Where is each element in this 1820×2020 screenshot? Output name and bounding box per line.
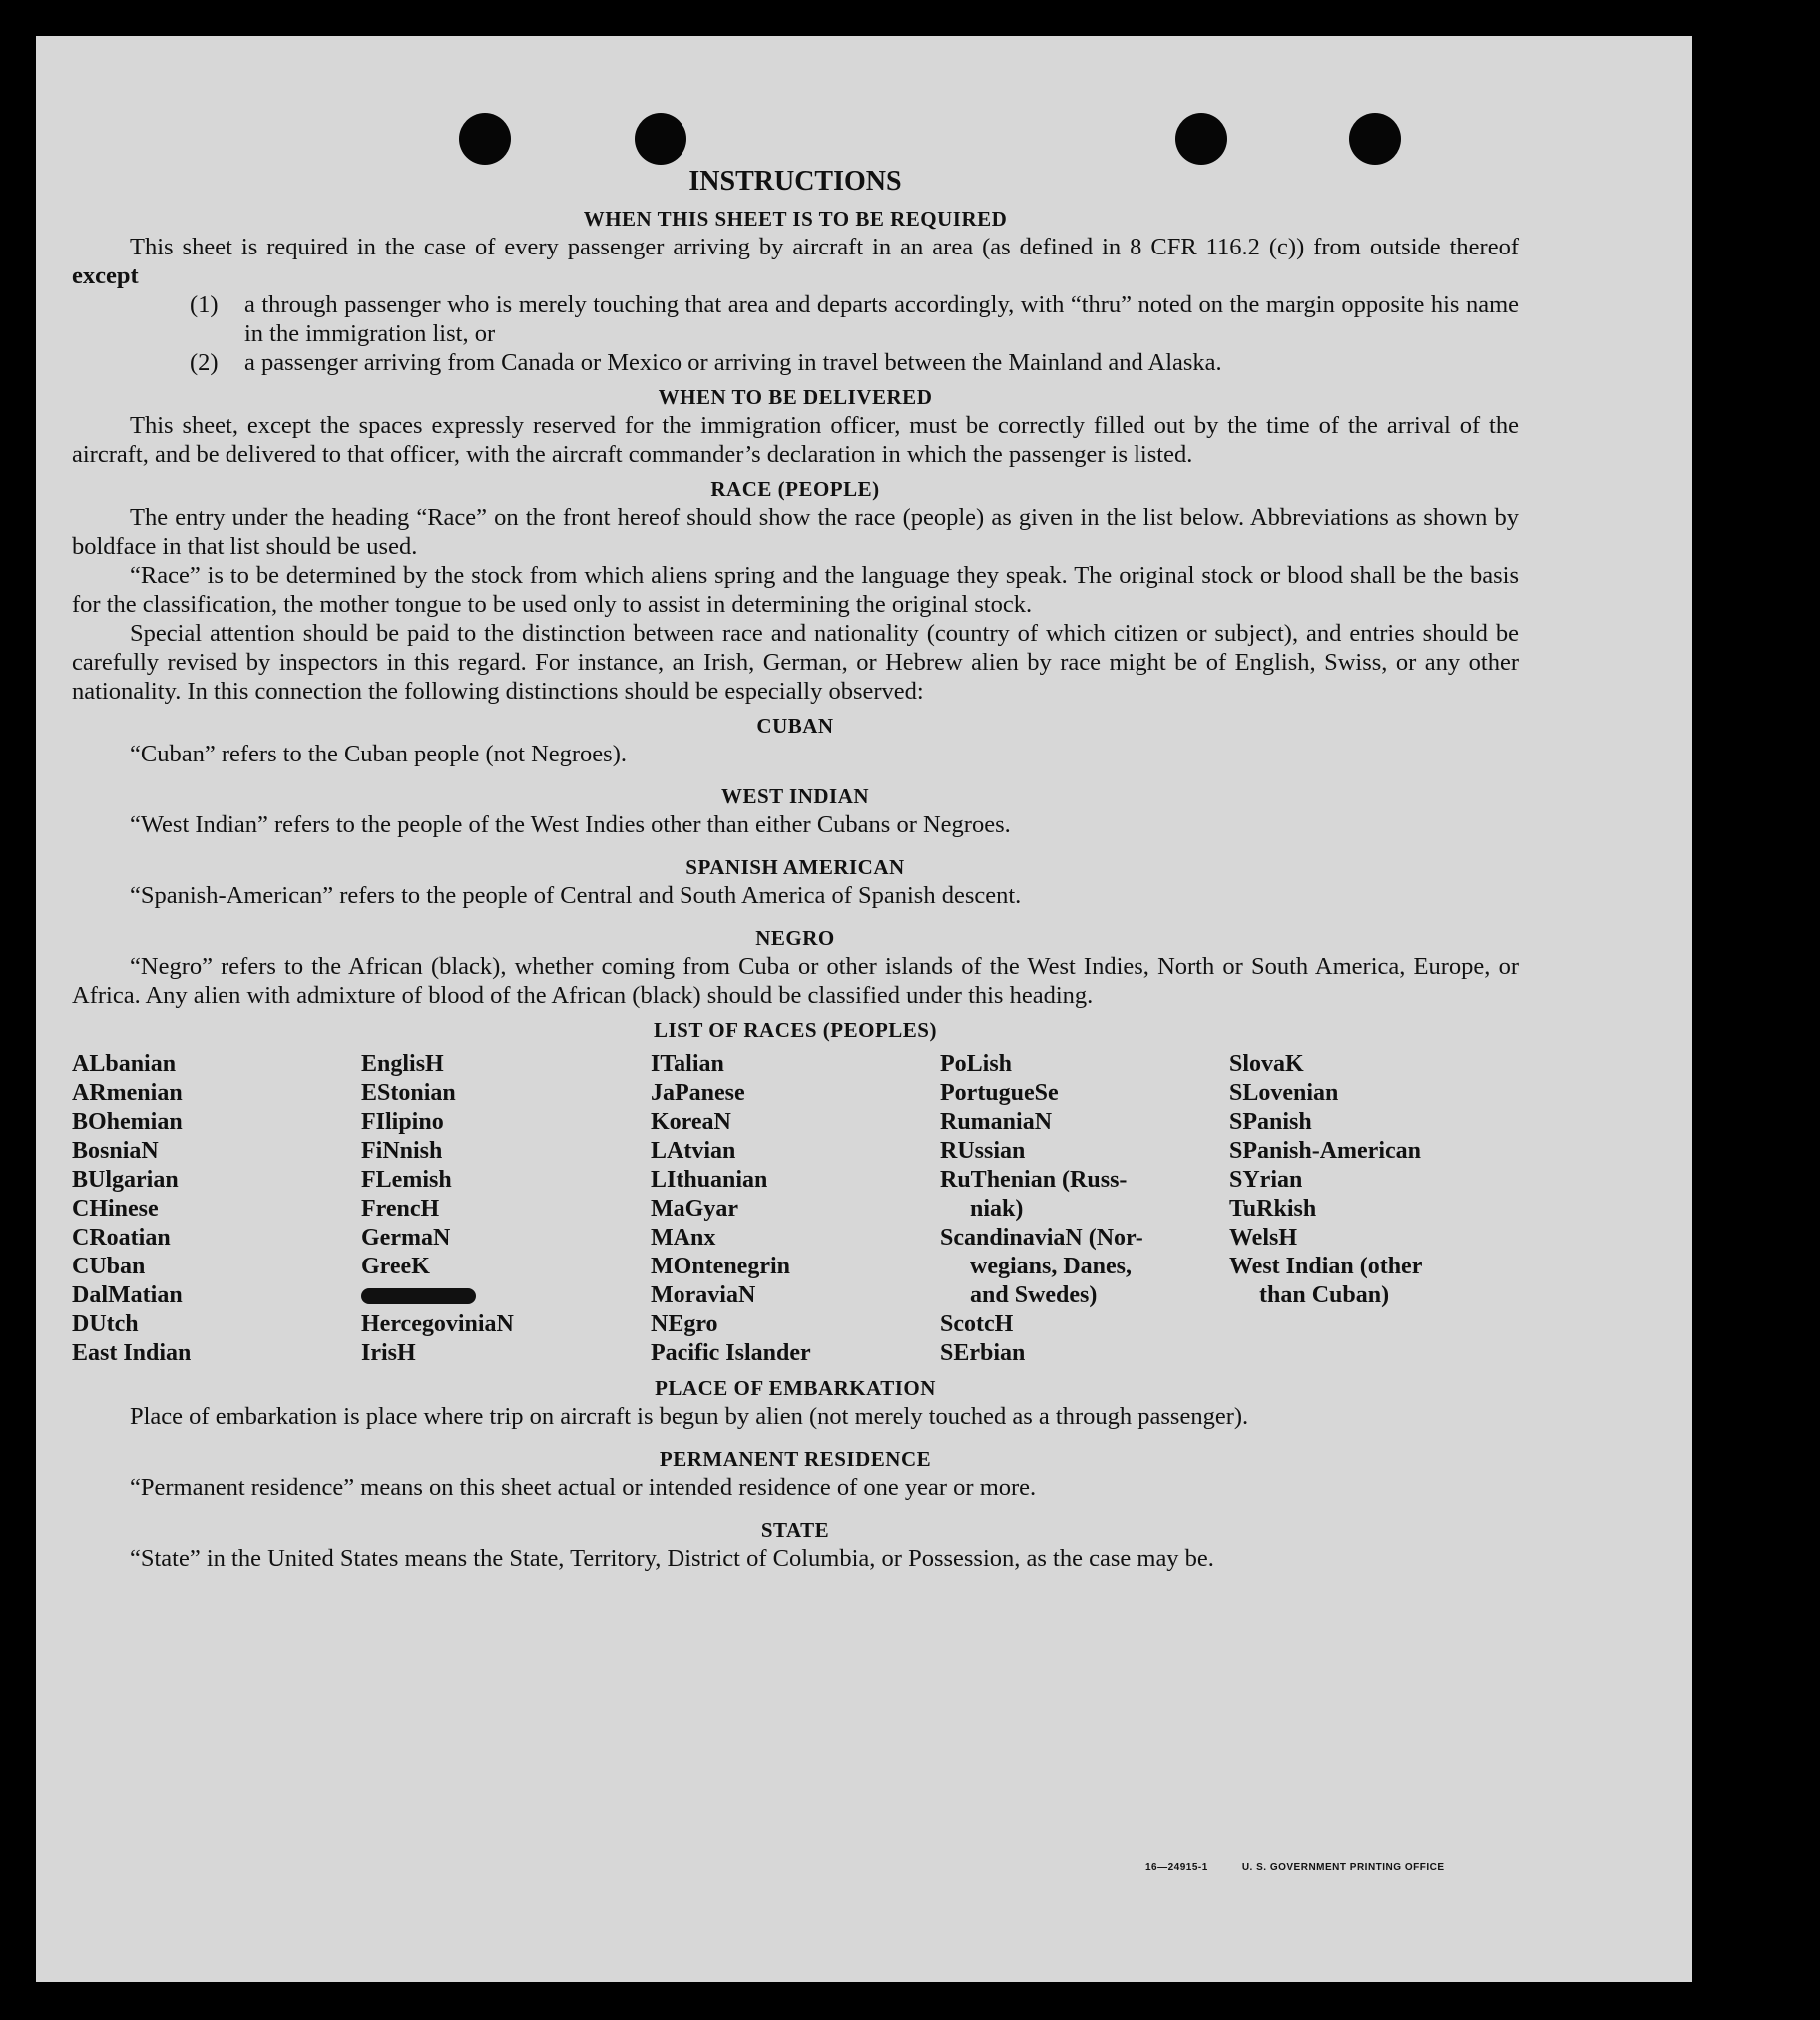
item-text: a through passenger who is merely touching that area and departs accordingly, with “thru” noted on the margin opposite his name in the immigration list, or <box>244 291 1519 347</box>
race-entry: PortugueSe <box>940 1080 1059 1106</box>
section-heading-spanish-american: SPANISH AMERICAN <box>685 855 905 879</box>
form-number: 16—24915-1 <box>1145 1862 1208 1873</box>
item-number: (1) <box>190 291 219 318</box>
section-heading-state: STATE <box>760 1518 830 1542</box>
race-entry: ScandinaviaN (Nor- <box>940 1225 1143 1251</box>
race-entry: HercegoviniaN <box>361 1311 514 1337</box>
section-heading-cuban: CUBAN <box>756 714 834 738</box>
race-entry: BUlgarian <box>72 1167 179 1193</box>
race-entry: MAnx <box>651 1225 716 1251</box>
section-heading-west-indian: WEST INDIAN <box>720 784 870 808</box>
race-entry: MoraviaN <box>651 1282 756 1308</box>
list-item <box>72 348 1519 377</box>
race-entry-continued: wegians, Danes, <box>970 1254 1133 1279</box>
printer-footer <box>1145 1862 1479 1873</box>
race-paragraph-1: The entry under the heading “Race” on the front hereof should show the race (people) as given in the list below. Abbreviations as shown by boldface in that list should be used. <box>72 504 1519 560</box>
race-entry: MOntenegrin <box>651 1254 790 1279</box>
race-entry: SPanish <box>1229 1109 1312 1135</box>
races-column <box>361 1050 651 1368</box>
race-entry: SLovenian <box>1229 1080 1339 1106</box>
section-heading-races-list: LIST OF RACES (PEOPLES) <box>654 1018 937 1042</box>
redaction-mark <box>361 1288 476 1304</box>
race-entry: Pacific Islander <box>651 1340 811 1366</box>
race-entry: EnglisH <box>361 1051 444 1077</box>
section-heading-delivered: WHEN TO BE DELIVERED <box>658 385 933 409</box>
races-list <box>72 1050 1519 1368</box>
instructions-content <box>72 165 1519 1573</box>
race-entry: West Indian (other <box>1229 1254 1423 1279</box>
section-text-cuban: “Cuban” refers to the Cuban people (not Negroes). <box>130 741 627 767</box>
section-heading-required: WHEN THIS SHEET IS TO BE REQUIRED <box>583 207 1008 231</box>
section-text-embarkation: Place of embarkation is place where trip on aircraft is begun by alien (not merely touched as a through passenger). <box>130 1403 1249 1430</box>
race-entry: IrisH <box>361 1340 416 1366</box>
race-entry: DalMatian <box>72 1282 183 1308</box>
race-entry: ScotcH <box>940 1311 1014 1337</box>
section-text-west-indian: “West Indian” refers to the people of the West Indies other than either Cubans or Negroes. <box>130 811 1011 838</box>
races-column <box>1229 1050 1519 1368</box>
race-entry: FLemish <box>361 1167 452 1193</box>
punch-hole <box>635 113 686 165</box>
race-entry: SErbian <box>940 1340 1026 1366</box>
race-entry-continued: and Swedes) <box>970 1282 1098 1308</box>
section-text-spanish-american: “Spanish-American” refers to the people of Central and South America of Spanish descent. <box>130 882 1022 909</box>
punch-hole <box>459 113 511 165</box>
race-entry-continued: niak) <box>970 1196 1024 1222</box>
race-entry: FiNnish <box>361 1138 443 1164</box>
race-entry: RumaniaN <box>940 1109 1053 1135</box>
race-entry: BosniaN <box>72 1138 159 1164</box>
redacted-entry <box>361 1281 651 1310</box>
race-entry: RUssian <box>940 1138 1026 1164</box>
section-text-delivered: This sheet, except the spaces expressly reserved for the immigration officer, must be correctly filled out by the time of the arrival of the aircraft, and be delivered to that officer, with the aircraft commander’s declaration in which the passenger is listed. <box>72 412 1519 468</box>
race-paragraph-3: Special attention should be paid to the distinction between race and nationality (country of which citizen or subject), and entries should be carefully revised by inspectors in this regard. For instance, an Irish, German, or Hebrew alien by race might be of English, Swiss, or any other nationality. In this connection the following distinctions should be especially observed: <box>72 620 1519 705</box>
race-entry: FIlipino <box>361 1109 444 1135</box>
races-column <box>651 1050 940 1368</box>
section-heading-residence: PERMANENT RESIDENCE <box>659 1447 932 1471</box>
race-entry: CRoatian <box>72 1225 171 1251</box>
section-heading-race: RACE (PEOPLE) <box>710 477 880 501</box>
race-entry: ALbanian <box>72 1051 177 1077</box>
race-entry: SPanish-American <box>1229 1138 1421 1164</box>
section-text-state: “State” in the United States means the State, Territory, District of Columbia, or Possession, as the case may be. <box>130 1545 1214 1572</box>
required-intro-bold: except <box>72 262 139 289</box>
punch-hole <box>1349 113 1401 165</box>
section-text-residence: “Permanent residence” means on this sheet actual or intended residence of one year or more. <box>130 1474 1037 1501</box>
race-entry: ITalian <box>651 1051 724 1077</box>
race-entry: KoreaN <box>651 1109 731 1135</box>
race-entry: DUtch <box>72 1311 139 1337</box>
race-entry-continued: than Cuban) <box>1259 1282 1390 1308</box>
item-text: a passenger arriving from Canada or Mexico or arriving in travel between the Mainland and Alaska. <box>244 349 1222 376</box>
races-column <box>72 1050 361 1368</box>
race-paragraph-2: “Race” is to be determined by the stock from which aliens spring and the language they speak. The original stock or blood shall be the basis for the classification, the mother tongue to be used only to assist in determining the original stock. <box>72 562 1519 618</box>
section-heading-negro: NEGRO <box>755 926 835 950</box>
section-text-negro: “Negro” refers to the African (black), whether coming from Cuba or other islands of the West Indies, North or South America, Europe, or Africa. Any alien with admixture of blood of the African (black) should be classified under this heading. <box>72 953 1519 1009</box>
item-number: (2) <box>190 349 219 376</box>
races-column <box>940 1050 1229 1368</box>
race-entry: LIthuanian <box>651 1167 768 1193</box>
required-intro: This sheet is required in the case of every passenger arriving by aircraft in an area (as defined in 8 CFR 116.2 (c)) from outside thereof <box>130 234 1519 260</box>
list-item <box>72 290 1519 348</box>
race-entry: EStonian <box>361 1080 456 1106</box>
race-entry: GermaN <box>361 1225 451 1251</box>
race-entry: WelsH <box>1229 1225 1298 1251</box>
race-entry: CUban <box>72 1254 146 1279</box>
page-title: INSTRUCTIONS <box>688 166 902 197</box>
race-entry: East Indian <box>72 1340 192 1366</box>
printer-name: U. S. GOVERNMENT PRINTING OFFICE <box>1241 1862 1445 1873</box>
punch-hole <box>1175 113 1227 165</box>
race-entry: PoLish <box>940 1051 1013 1077</box>
race-entry: SlovaK <box>1229 1051 1304 1077</box>
race-entry: SYrian <box>1229 1167 1303 1193</box>
race-entry: FrencH <box>361 1196 440 1222</box>
race-entry: LAtvian <box>651 1138 736 1164</box>
race-entry: GreeK <box>361 1254 430 1279</box>
section-heading-embarkation: PLACE OF EMBARKATION <box>655 1376 936 1400</box>
race-entry: BOhemian <box>72 1109 183 1135</box>
race-entry: CHinese <box>72 1196 159 1222</box>
race-entry: MaGyar <box>651 1196 738 1222</box>
race-entry: NEgro <box>651 1311 718 1337</box>
race-entry: TuRkish <box>1229 1196 1317 1222</box>
race-entry: JaPanese <box>651 1080 745 1106</box>
race-entry: ARmenian <box>72 1080 183 1106</box>
race-entry: RuThenian (Russ- <box>940 1167 1128 1193</box>
section-text-required <box>72 233 1519 290</box>
